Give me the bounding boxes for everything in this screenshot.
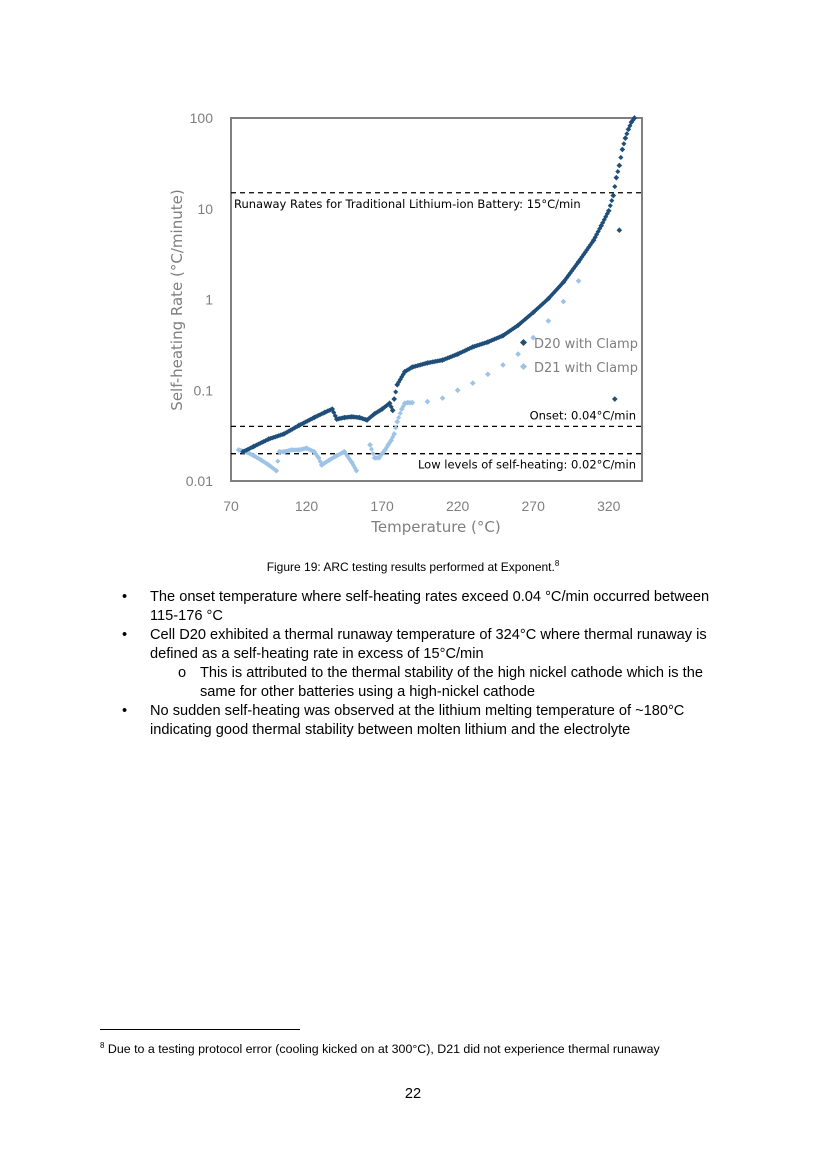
data-point [621,141,626,146]
data-point [470,380,476,386]
y-tick-label: 0.1 [193,382,213,399]
x-tick-label: 70 [223,498,239,514]
data-point [500,362,506,368]
x-tick-label: 120 [294,498,319,514]
finding-lithium-melt [122,702,732,740]
legend [520,337,638,376]
data-point [425,399,431,405]
data-point [391,396,397,402]
sub-bullet-symbol: o [178,665,187,681]
data-point [620,147,626,153]
caption-text: Figure 19: ARC testing results performed at Exponent. [266,560,555,574]
caption-footnote-ref: 8 [554,559,560,568]
footnote-text: Due to a testing protocol error (cooling kicked on at 300°C), D21 did not experience thermal runaway [107,1042,660,1057]
page-number: 22 [404,1086,422,1102]
data-point [613,175,619,181]
data-point [545,318,551,324]
data-point [515,351,521,357]
bullet-symbol: • [122,627,128,643]
x-axis-label: Temperature (°C) [371,518,501,536]
data-point [618,155,623,160]
data-point [576,278,582,284]
data-point [561,299,567,305]
y-tick-label: 10 [197,200,213,217]
data-point [455,387,461,393]
reference-line-label: Runaway Rates for Traditional Lithium-ion Battery: 15°C/min [234,196,581,211]
x-tick-label: 320 [597,498,621,514]
data-point-outlier [612,396,618,402]
bullet-symbol: • [122,703,128,719]
y-tick-label: 1 [205,291,213,308]
y-axis-label: Self-heating Rate (°C/minute) [168,189,186,411]
reference-line-label: Onset: 0.04°C/min [529,408,636,423]
data-point [393,389,398,394]
data-point [394,419,400,425]
arc-chart [160,105,650,545]
legend-marker-d21 [520,363,527,370]
legend-label-d21: D21 with Clamp [534,361,638,376]
footnote [100,1038,720,1057]
footnote-number: 8 [100,1041,105,1050]
x-tick-label: 270 [521,498,545,514]
data-point [610,193,616,199]
x-tick-label: 220 [445,498,470,514]
findings-list [122,588,732,740]
data-point [608,203,613,208]
sub-list [150,664,732,702]
legend-marker-d20 [520,339,527,346]
data-point-outlier [617,227,623,233]
data-point [367,442,373,448]
y-tick-label: 100 [189,110,213,126]
legend-label-d20: D20 with Clamp [534,337,638,352]
data-point [275,459,280,464]
sub-finding-text: This is attributed to the thermal stability of the high nickel cathode which is the same for other batteries using a high-nickel cathode [200,665,703,700]
plot-area-frame [231,118,642,481]
data-point [609,198,614,203]
footnote-divider [100,1029,300,1030]
data-point [623,135,629,141]
finding-runaway [122,626,732,702]
finding-text: The onset temperature where self-heating rates exceed 0.04 °C/min occurred between 115-176 °C [150,589,710,624]
sub-finding [150,664,732,702]
y-tick-label: 0.01 [185,473,213,489]
finding-text: Cell D20 exhibited a thermal runaway temperature of 324°C where thermal runaway is defined as a self-heating rate in excess of 15°C/min [150,627,707,662]
data-point [624,131,629,136]
x-tick-label: 170 [370,498,394,514]
data-point [615,169,620,174]
bullet-symbol: • [122,589,128,605]
data-point [617,163,623,169]
figure-caption [0,559,826,574]
finding-onset [122,588,732,626]
data-point [612,184,617,189]
finding-text: No sudden self-heating was observed at the lithium melting temperature of ~180°C indicating good thermal stability between molten lithium and the electrolyte [150,703,685,738]
data-point [440,395,446,401]
reference-line-label: Low levels of self-heating: 0.02°C/min [417,457,636,472]
data-point [485,371,491,377]
